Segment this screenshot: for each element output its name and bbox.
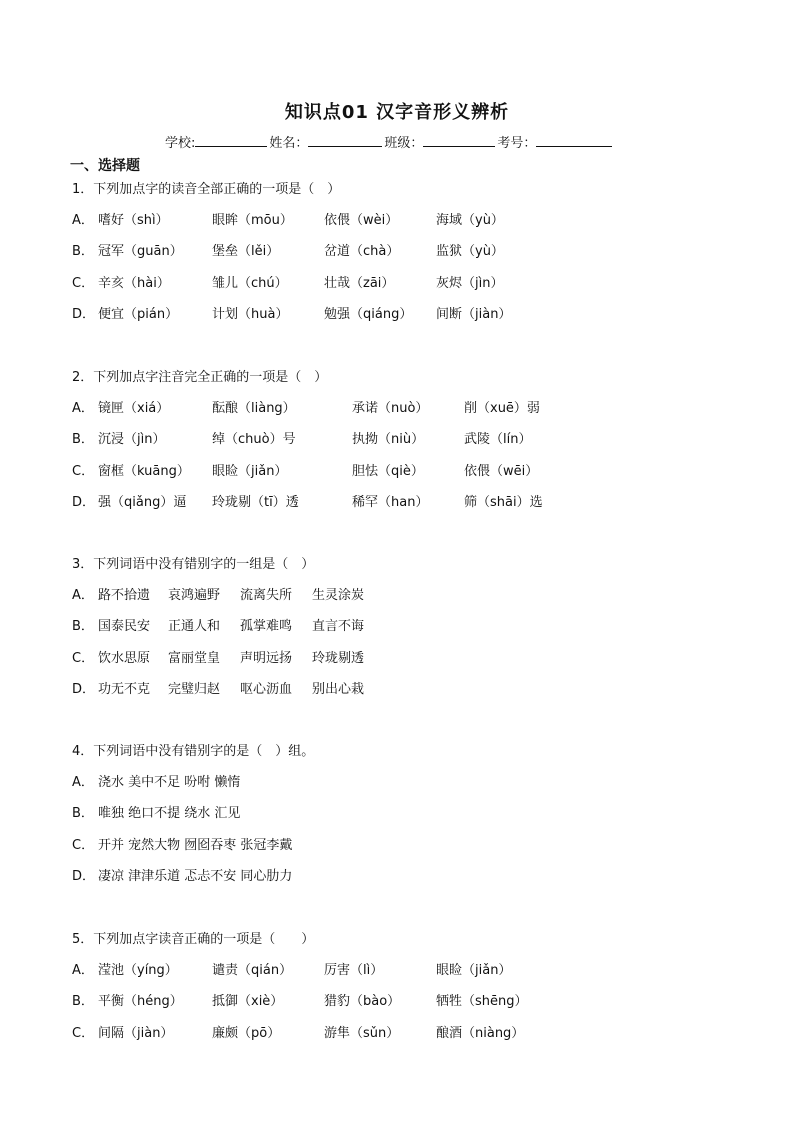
school-blank[interactable] — [195, 134, 267, 147]
option-item: 流离失所 — [240, 588, 293, 604]
option-item: 酝酿（liàng） — [212, 401, 296, 417]
option-item: 堡垒（lěi） — [212, 244, 280, 260]
option-item: 勉强（qiáng） — [324, 306, 413, 322]
option-item: 功无不克 — [98, 681, 151, 697]
option-item: 别出心栽 — [312, 681, 365, 697]
question-stem: 2．下列加点字注音完全正确的一项是（ ） — [72, 370, 328, 385]
option-letter: A． — [72, 963, 94, 979]
option-item: 谴责（qián） — [212, 963, 293, 979]
option-item: 平衡（héng） — [98, 994, 183, 1010]
option-item: 依偎（wèi） — [324, 213, 399, 229]
option-item: 监狱（yù） — [436, 244, 504, 260]
question-stem: 4．下列词语中没有错别字的是（ ）组。 — [72, 744, 315, 759]
option-item: 岔道（chà） — [324, 244, 400, 260]
option-item: 灰烬（jìn） — [436, 275, 504, 291]
option-item: 唯独 绝口不提 绕水 汇见 — [98, 806, 241, 822]
name-blank[interactable] — [308, 134, 382, 147]
student-info-line — [165, 132, 614, 151]
option-item: 筛（shāi）选 — [464, 494, 543, 510]
option-item: 生灵涂炭 — [312, 588, 365, 604]
exam-number-label: 考号： — [497, 136, 537, 151]
option-item: 承诺（nuò） — [352, 401, 429, 417]
option-item: 武陵（lín） — [464, 432, 532, 448]
option-item: 窗框（kuāng） — [98, 463, 190, 479]
option-letter: B． — [72, 244, 94, 260]
option-item: 镜匣（xiá） — [98, 401, 170, 417]
question-stem: 3．下列词语中没有错别字的一组是（ ） — [72, 557, 315, 572]
exam-number-blank[interactable] — [536, 134, 612, 147]
option-item: 完璧归赵 — [168, 681, 221, 697]
class-blank[interactable] — [423, 134, 495, 147]
option-letter: A． — [72, 588, 94, 604]
option-item: 路不拾遗 — [98, 588, 151, 604]
option-item: 稀罕（han） — [352, 494, 429, 510]
option-item: 眼睑（jiǎn） — [436, 963, 512, 979]
option-item: 游隼（sǔn） — [324, 1025, 400, 1041]
option-item: 牺牲（shēng） — [436, 994, 528, 1010]
option-letter: D． — [72, 306, 96, 322]
option-item: 冠军（guān） — [98, 244, 183, 260]
question-stem: 1．下列加点字的读音全部正确的一项是（ ） — [72, 182, 341, 197]
option-letter: A． — [72, 775, 94, 791]
option-item: 强（qiǎng）逼 — [98, 494, 187, 510]
option-item: 玲珑剔（tī）透 — [212, 494, 299, 510]
option-item: 壮哉（zāi） — [324, 275, 395, 291]
option-letter: D． — [72, 494, 96, 510]
option-letter: B． — [72, 619, 94, 635]
question-stem: 5．下列加点字读音正确的一项是（ ） — [72, 932, 315, 947]
option-item: 嗜好（shì） — [98, 213, 169, 229]
option-item: 抵御（xiè） — [212, 994, 284, 1010]
option-item: 国泰民安 — [98, 619, 151, 635]
option-item: 玲珑剔透 — [312, 650, 365, 666]
option-item: 哀鸿遍野 — [168, 588, 221, 604]
option-item: 依偎（wēi） — [464, 463, 539, 479]
class-label: 班级： — [384, 136, 424, 151]
option-item: 酿酒（niàng） — [436, 1025, 525, 1041]
option-item: 眼睑（jiǎn） — [212, 463, 288, 479]
option-item: 孤掌难鸣 — [240, 619, 293, 635]
option-item: 间断（jiàn） — [436, 306, 512, 322]
option-letter: C． — [72, 275, 95, 291]
option-item: 呕心沥血 — [240, 681, 293, 697]
option-item: 浇水 美中不足 吩咐 懒惰 — [98, 775, 241, 791]
option-letter: D． — [72, 868, 96, 884]
option-item: 厉害（lì） — [324, 963, 384, 979]
option-letter: D． — [72, 681, 96, 697]
option-item: 猎豹（bào） — [324, 994, 401, 1010]
option-letter: C． — [72, 650, 95, 666]
option-item: 富丽堂皇 — [168, 650, 221, 666]
option-letter: B． — [72, 432, 94, 448]
option-item: 执拗（niù） — [352, 432, 425, 448]
option-item: 滢池（yíng） — [98, 963, 178, 979]
option-item: 辛亥（hài） — [98, 275, 170, 291]
option-item: 削（xuē）弱 — [464, 401, 540, 417]
option-item: 便宜（pián） — [98, 306, 179, 322]
option-letter: C． — [72, 837, 95, 853]
page-title: 知识点01 汉字音形义辨析 — [284, 102, 510, 123]
section-heading: 一、选择题 — [70, 158, 140, 174]
option-letter: A． — [72, 401, 94, 417]
option-item: 沉浸（jìn） — [98, 432, 166, 448]
option-item: 海域（yù） — [436, 213, 504, 229]
option-item: 凄凉 津津乐道 忑忐不安 同心肋力 — [98, 868, 293, 884]
option-item: 直言不诲 — [312, 619, 365, 635]
option-item: 计划（huà） — [212, 306, 289, 322]
option-item: 开并 宠然大物 囫囵吞枣 张冠李戴 — [98, 837, 293, 853]
option-item: 声明远扬 — [240, 650, 293, 666]
option-item: 眼眸（mōu） — [212, 213, 293, 229]
option-letter: B． — [72, 806, 94, 822]
option-letter: C． — [72, 463, 95, 479]
option-letter: C． — [72, 1025, 95, 1041]
option-item: 雏儿（chú） — [212, 275, 288, 291]
option-item: 绰（chuò）号 — [212, 432, 296, 448]
option-item: 饮水思原 — [98, 650, 151, 666]
option-letter: A． — [72, 213, 94, 229]
option-letter: B． — [72, 994, 94, 1010]
school-label: 学校: — [165, 136, 196, 151]
option-item: 间隔（jiàn） — [98, 1025, 174, 1041]
option-item: 廉颇（pō） — [212, 1025, 281, 1041]
name-label: 姓名： — [269, 136, 309, 151]
option-item: 胆怯（qiè） — [352, 463, 424, 479]
option-item: 正通人和 — [168, 619, 221, 635]
